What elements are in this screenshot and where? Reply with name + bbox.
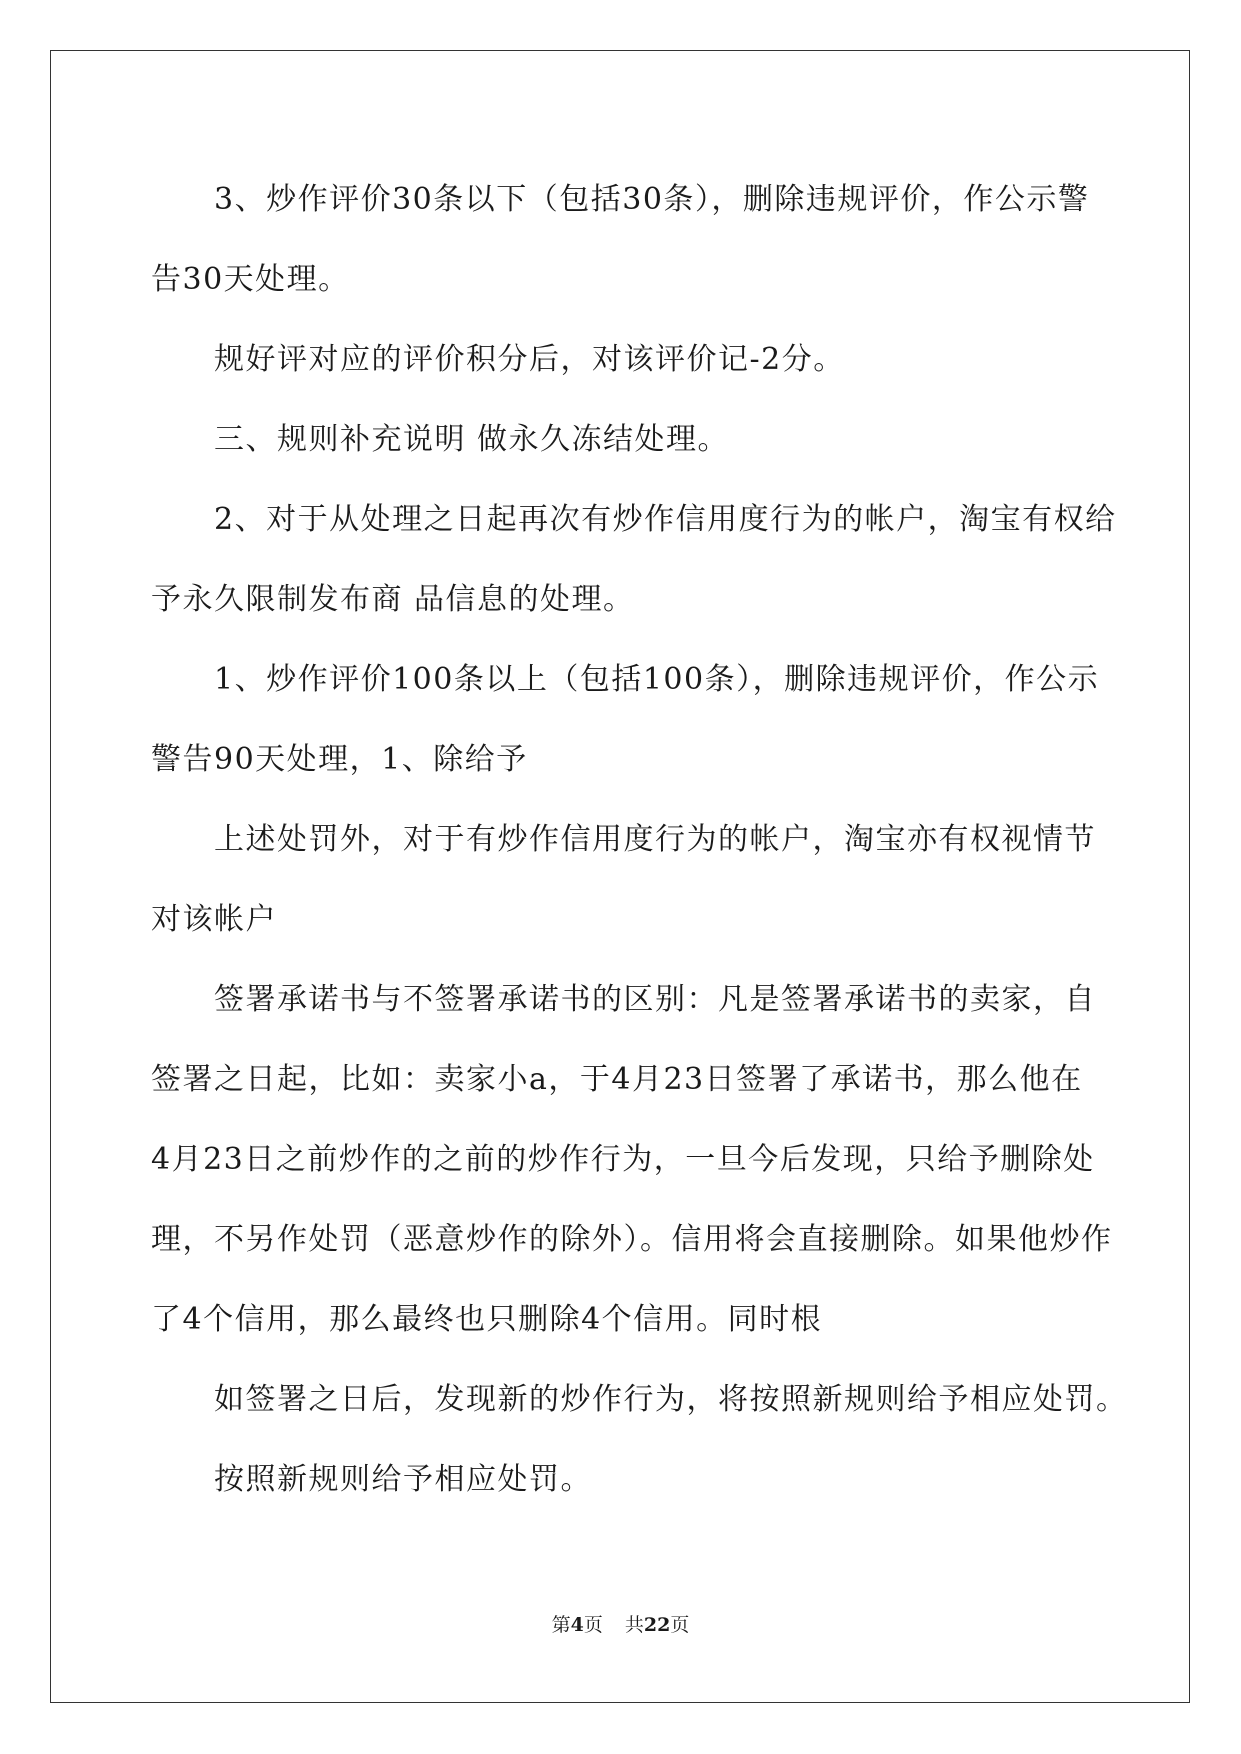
- paragraph: [151, 160, 1091, 320]
- text-line: 如签署之日后，发现新的炒作行为，将按照新规则给予相应处罚。: [214, 1382, 1128, 1417]
- paragraph: [151, 1440, 1091, 1520]
- text-line: 1、炒作评价100条以上（包括100条），删除违规评价，作公示: [214, 662, 1100, 697]
- footer-total-suffix: 页: [670, 1614, 690, 1636]
- page-footer: [0, 1610, 1241, 1637]
- paragraph: [151, 640, 1100, 800]
- paragraph: [151, 400, 1091, 480]
- text-line: 三、规则补充说明 做永久冻结处理。: [214, 422, 730, 457]
- paragraph: [151, 320, 1091, 400]
- paragraph: [151, 800, 1096, 960]
- text-line: 对该帐户: [151, 902, 277, 937]
- paragraph: [151, 480, 1117, 640]
- text-line: 告30天处理。: [151, 262, 350, 297]
- text-line: 按照新规则给予相应处罚。: [214, 1462, 592, 1497]
- paragraph: [151, 960, 1113, 1360]
- text-line: 予永久限制发布商 品信息的处理。: [151, 582, 635, 617]
- text-line: 警告90天处理，1、除给予: [151, 742, 528, 777]
- footer-page-word: 页: [583, 1614, 603, 1636]
- footer-prefix: 第: [551, 1614, 571, 1636]
- text-line: 3、炒作评价30条以下（包括30条），删除违规评价，作公示警: [214, 182, 1090, 217]
- text-line: 4月23日之前炒作的之前的炒作行为，一旦今后发现，只给予删除处: [151, 1142, 1095, 1177]
- text-line: 理，不另作处罚（恶意炒作的除外）。信用将会直接删除。如果他炒作: [151, 1222, 1113, 1257]
- text-line: 签署承诺书与不签署承诺书的区别：凡是签署承诺书的卖家，自: [214, 982, 1096, 1017]
- text-line: 了4个信用，那么最终也只删除4个信用。同时根: [151, 1302, 823, 1337]
- document-body: [151, 160, 1128, 1520]
- total-pages-number: 22: [643, 1614, 671, 1636]
- footer-total-prefix: 共: [624, 1614, 644, 1636]
- current-page-number: 4: [570, 1614, 584, 1636]
- paragraph: [151, 1360, 1128, 1440]
- text-line: 签署之日起，比如：卖家小a，于4月23日签署了承诺书，那么他在: [151, 1062, 1083, 1097]
- text-line: 上述处罚外，对于有炒作信用度行为的帐户，淘宝亦有权视情节: [214, 822, 1096, 857]
- text-line: 规好评对应的评价积分后，对该评价记-2分。: [214, 342, 845, 377]
- text-line: 2、对于从处理之日起再次有炒作信用度行为的帐户，淘宝有权给: [214, 502, 1117, 537]
